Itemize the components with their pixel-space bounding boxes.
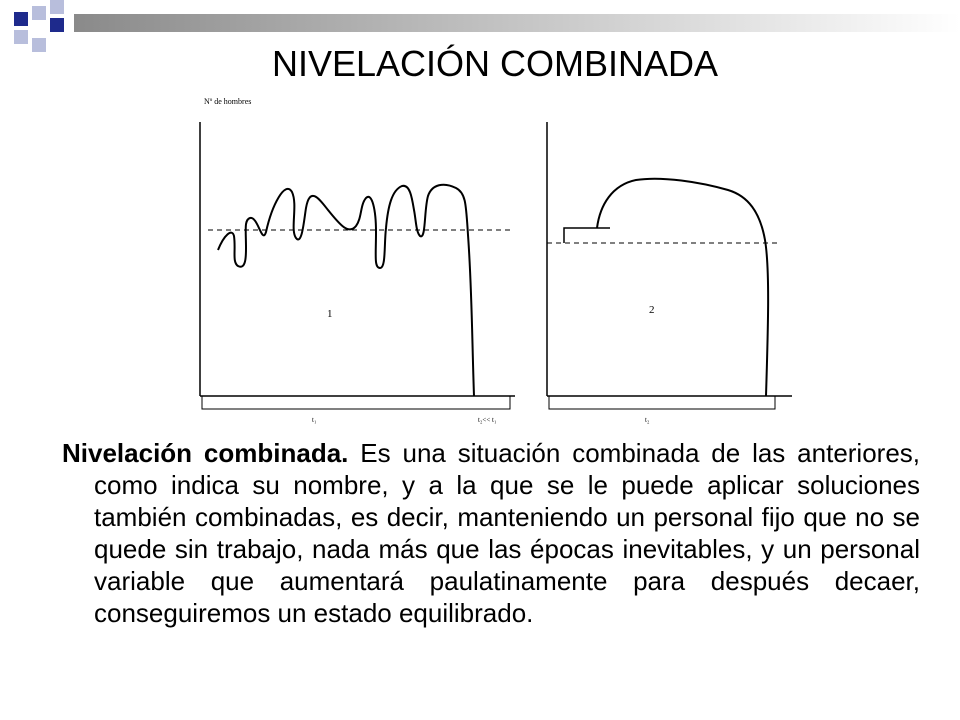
body-lead: Nivelación combinada. [62, 438, 349, 468]
slide-title: NIVELACIÓN COMBINADA [271, 43, 719, 84]
left-workload-curve [218, 185, 474, 396]
right-workload-curve [597, 179, 768, 396]
right-fixed-staff-step [564, 228, 610, 243]
body-text: Es una situación combinada de las anteriores, como indica su nombre, y a la que se le puede aplicar soluciones también combinadas, es decir, manteniendo un personal fijo que no se quede sin trabajo, nada más que las épocas inevitables, y un personal variable que aumentará paulatinamente para después decaer, conseguiremos un estado equilibrado. [94, 438, 921, 628]
left-time-bar [202, 396, 510, 409]
right-time-bar [549, 396, 775, 409]
y-axis-label: Nº de hombres [204, 97, 252, 106]
x-label-t1: t₁ [312, 416, 317, 424]
x-label-t2-right: t₂ [645, 416, 650, 424]
region-1-label: 1 [327, 308, 333, 320]
body-paragraph [62, 437, 920, 629]
region-2-label: 2 [649, 304, 655, 316]
x-label-t2-left: t₂<< t₁ [478, 416, 497, 424]
